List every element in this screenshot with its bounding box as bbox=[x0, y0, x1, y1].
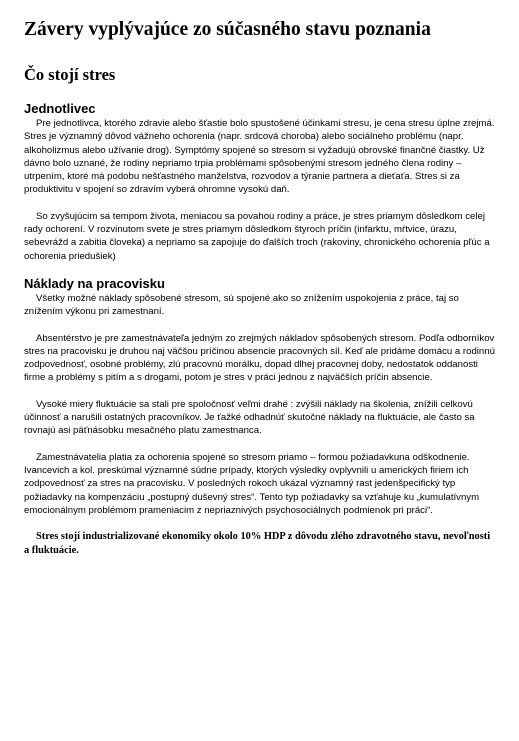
subsection-workplace-costs bbox=[24, 276, 497, 517]
subsection-title: Náklady na pracovisku bbox=[24, 275, 165, 291]
document-title: Závery vyplývajúce zo súčasného stavu poznania bbox=[24, 19, 431, 40]
paragraph: Pre jednotlivca, ktorého zdravie alebo šťastie bolo spustošené účinkami stresu, je cena stresu úplne zrejmá. Stres je významný dôvod vážneho ochorenia (napr. srdcová choroba) alebo sociálneho problému (napr. alkoholizmus alebo užívanie drog). Symptómy spojené so stresom si vyžadujú obrovské finančné čiastky. Už dávno bolo uznané, že rodiny nepriamo trpia problémami spôsobenými stresom jedného člena rodiny – utrpením, ktoré má podobu nešťastného manželstva, rozvodov a týranie partnera a dieťaťa. Stres si za produktivitu v spojení so zdravím vyberá ohromne vysokú daň. bbox=[24, 118, 495, 196]
section-title: Čo stojí stres bbox=[24, 65, 116, 84]
paragraph: Vysoké miery fluktuácie sa stali pre spoločnosť veľmi drahé : zvýšili náklady na školenia, znížili celkovú účinnosť a narušili ostatných pracovníkov. Je ťažké odhadnúť skutočné náklady na fluktuácie, ale často sa rovnajú asi päťnásobku mesačného platu zamestnanca. bbox=[24, 398, 475, 437]
subsection-individual bbox=[24, 101, 497, 263]
paragraph: Všetky možné náklady spôsobené stresom, sú spojené ako so znížením uspokojenia z práce, taj so znížením výkonu pri zamestnaní. bbox=[24, 292, 459, 318]
paragraph: Zamestnávatelia platia za ochorenia spojené so stresom priamo – formou požiadavkuna odškodnenie. Ivancevich a kol. preskúmal významné súdne prípady, ktorých výsledky ovplyvnili u amerických firiem ich zodpovednosť za stres na pracovisku. V posledných rokoch ukázal významný rast jedenšpecifický typ požiadavky na kompenzáciu „postupný duševný stres“. Tento typ požiadavky sa vzťahuje ku „kumulatívnym emocionálnym problémom prameniacim z nepriaznivých psychosociálnych podmienok pri práci“. bbox=[24, 451, 480, 516]
paragraph: So zvyšujúcim sa tempom života, meniacou sa povahou rodiny a práce, je stres priamym dôsledkom celej rady ochorení. V rozvinutom svete je stres priamym dôsledkom štyroch príčin (infarktu, mŕtvice, úrazu, sebevrážd a zabitia človeka) a nepriamo sa zapojuje do ďalších troch (rakoviny, chronického ochorenia pľúc a ochorenia priedušiek) bbox=[24, 210, 490, 262]
conclusion-paragraph: Stres stojí industrializované ekonomiky okolo 10% HDP z dôvodu zlého zdravotného stavu, nevoľnosti a fluktuácie. bbox=[24, 531, 491, 557]
paragraph: Absentérstvo je pre zamestnávateľa jedným zo zrejmých nákladov spôsobených stresom. Podľa odborníkov stres na pracovisku je druhou naj väčšou príčinou absencie pracovných síl. Keď ale pridáme domácu a rodinnú zodpovednosť, osobné problémy, zlú pracovnú morálku, dopad dlhej pracovnej doby, nedostatok oddanosti firme a problémy s pitím a s drogami, potom je stres v práci jednou z najväčších príčin absencie. bbox=[24, 332, 495, 384]
subsection-title: Jednotlivec bbox=[24, 101, 96, 116]
